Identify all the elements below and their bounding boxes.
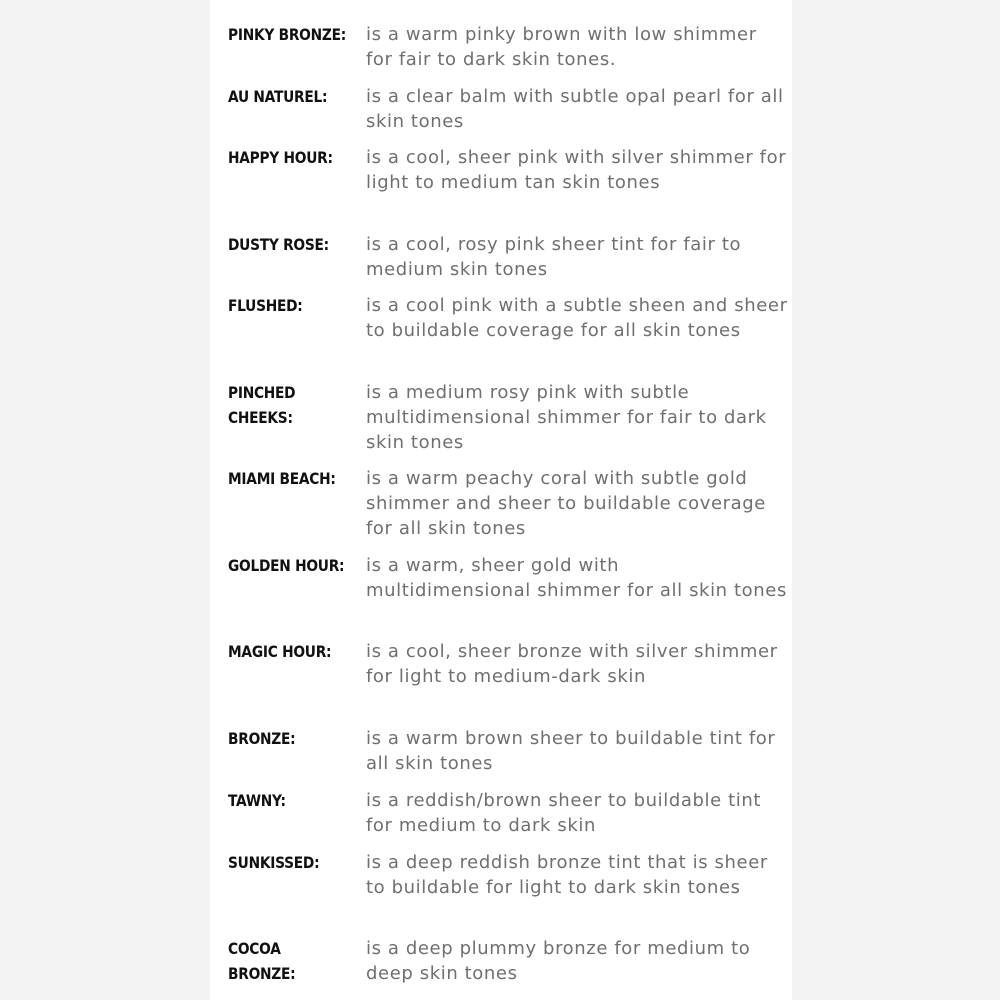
- shade-name: PINKY BRONZE:: [228, 25, 346, 44]
- shade-row: [228, 553, 788, 639]
- shade-name: PINCHED CHEEKS:: [228, 383, 296, 427]
- shade-name: HAPPY HOUR:: [228, 148, 333, 167]
- shade-name: TAWNY:: [228, 791, 286, 810]
- shade-list: [228, 22, 788, 996]
- shade-description: is a warm brown sheer to buildable tint for all skin tones: [366, 728, 776, 774]
- shade-name: BRONZE:: [228, 729, 296, 748]
- shade-row: [228, 850, 788, 936]
- shade-row: [228, 22, 788, 84]
- shade-row: [228, 788, 788, 850]
- shade-row: [228, 145, 788, 232]
- shade-description: is a clear balm with subtle opal pearl for all skin tones: [366, 86, 784, 132]
- shade-description: is a warm peachy coral with subtle gold shimmer and sheer to buildable coverage for all skin tones: [366, 468, 766, 539]
- shade-description: is a cool, sheer pink with silver shimmer for light to medium tan skin tones: [366, 147, 787, 193]
- shade-row: [228, 232, 788, 293]
- shade-description: is a deep plummy bronze for medium to deep skin tones: [366, 938, 751, 984]
- shade-description: is a cool pink with a subtle sheen and sheer to buildable coverage for all skin tones: [366, 295, 788, 341]
- shade-description: is a reddish/brown sheer to buildable tint for medium to dark skin: [366, 790, 762, 836]
- shade-description: is a medium rosy pink with subtle multidimensional shimmer for fair to dark skin tones: [366, 382, 767, 453]
- shade-description: is a cool, rosy pink sheer tint for fair to medium skin tones: [366, 234, 742, 280]
- shade-row: [228, 293, 788, 380]
- shade-description: is a warm pinky brown with low shimmer for fair to dark skin tones.: [366, 24, 757, 70]
- shade-row: [228, 639, 788, 726]
- shade-row: [228, 466, 788, 553]
- shade-row: [228, 726, 788, 788]
- shade-row: [228, 936, 788, 996]
- shade-name: SUNKISSED:: [228, 853, 320, 872]
- shade-name: AU NATUREL:: [228, 87, 328, 106]
- shade-name: DUSTY ROSE:: [228, 235, 329, 254]
- shade-name: MAGIC HOUR:: [228, 642, 332, 661]
- shade-name: MIAMI BEACH:: [228, 469, 336, 488]
- shade-description: is a deep reddish bronze tint that is sheer to buildable for light to dark skin tones: [366, 852, 768, 898]
- shade-name: FLUSHED:: [228, 296, 303, 315]
- shade-name: COCOA BRONZE:: [228, 939, 296, 983]
- shade-row: [228, 380, 788, 466]
- shade-row: [228, 84, 788, 145]
- shade-name: GOLDEN HOUR:: [228, 556, 345, 575]
- shade-description: is a warm, sheer gold with multidimensional shimmer for all skin tones: [366, 555, 787, 601]
- shade-list-sheet: [210, 0, 792, 1000]
- shade-description: is a cool, sheer bronze with silver shimmer for light to medium-dark skin: [366, 641, 778, 687]
